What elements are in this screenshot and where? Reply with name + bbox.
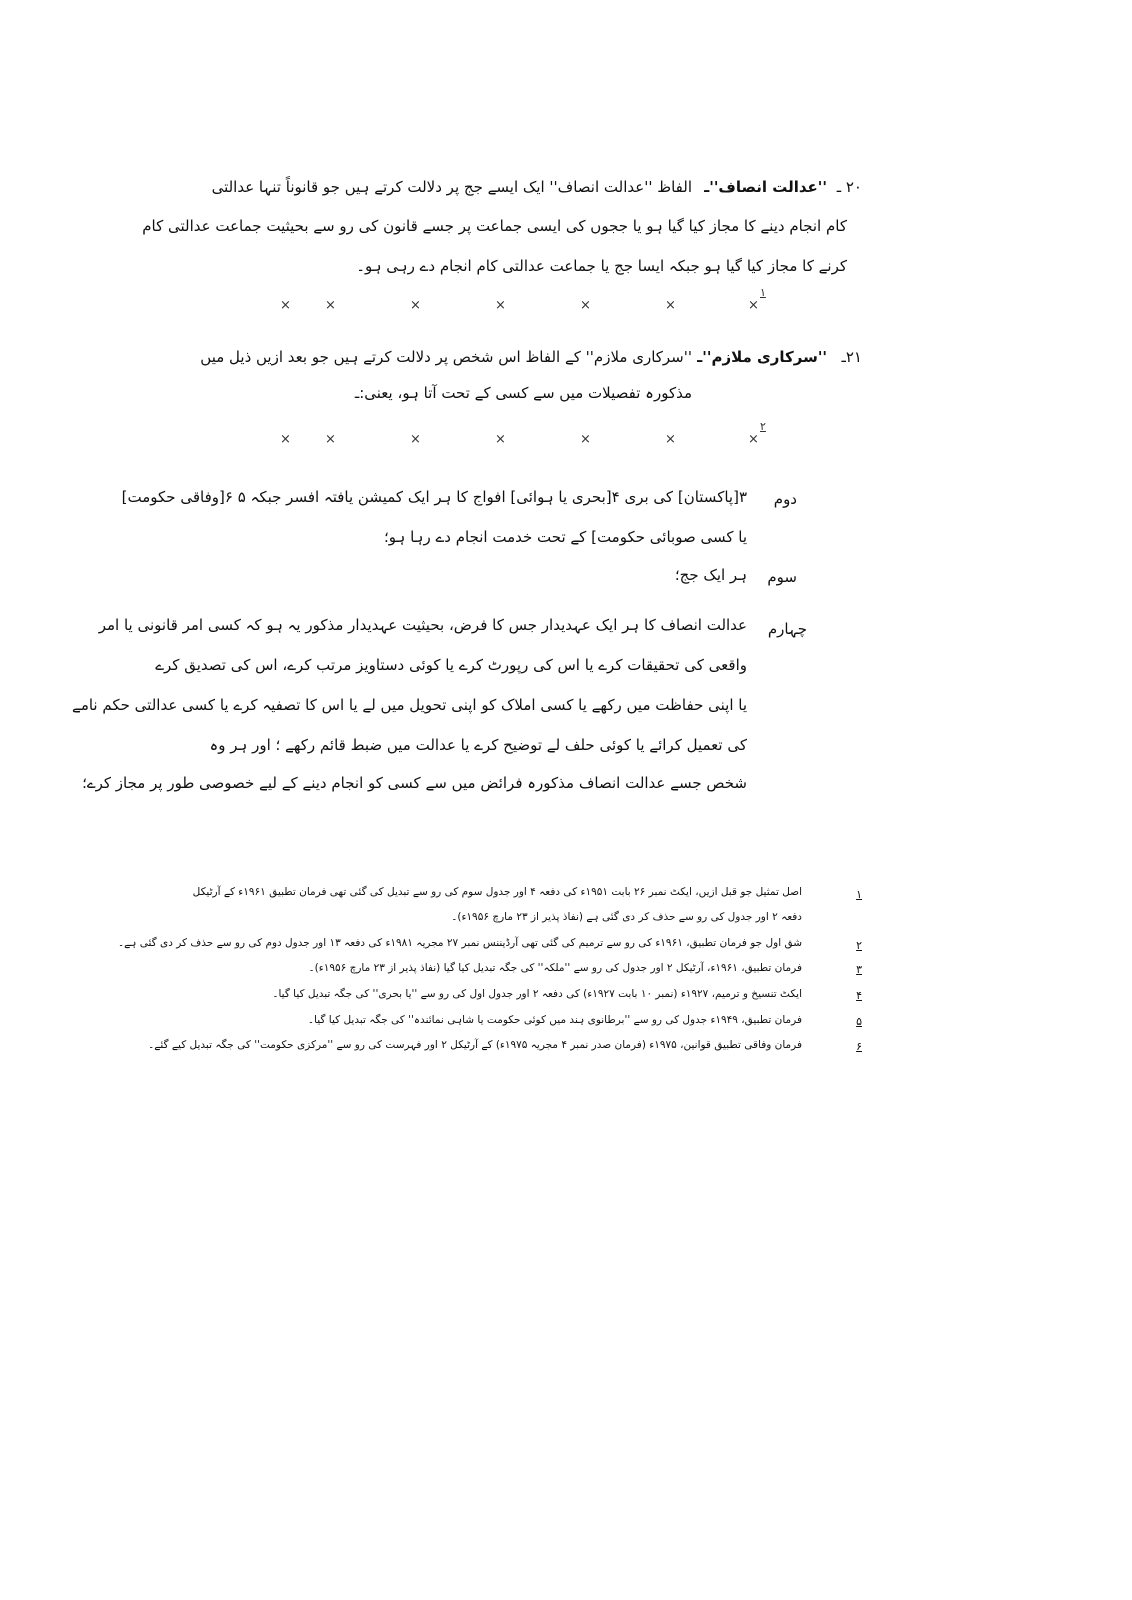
omission-mark: × (280, 298, 291, 313)
omission-mark: × (410, 298, 421, 313)
omission-mark: × (410, 432, 421, 447)
text-line: مذکورہ تفصیلات میں سے کسی کے تحت آتا ہو، یعنی:ـ (354, 384, 692, 402)
text-line: الفاظ ''عدالت انصاف'' ایک ایسے جج پر دلالت کرتے ہیں جو قانوناً تنہا عدالتی (211, 178, 692, 196)
omission-mark: × (495, 432, 506, 447)
footnote-mark: ۵ (856, 1015, 862, 1028)
text-line: کام انجام دینے کا مجاز کیا گیا ہو یا ججوں کی ایسی جماعت پر جسے قانون کی رو سے بحیثیت جماعت عدالتی کام (142, 217, 847, 235)
footnote-line: دفعہ ۲ اور جدول کی رو سے حذف کر دی گئی ہے (نفاذ پذیر از ۲۳ مارچ ۱۹۵۶ء)۔ (451, 911, 802, 923)
section-title: ''عدالت انصاف''ـ (704, 178, 827, 196)
item-label: دوم (773, 490, 797, 508)
footnote-line: فرمان وفاقی تطبیق قوانین، ۱۹۷۵ء (فرمان صدر نمبر ۴ مجریہ ۱۹۷۵ء) کے آرٹیکل ۲ اور فہرست کی رو سے ''مرکزی حکومت'' کی جگہ تبدیل کیے گئے۔ (148, 1039, 802, 1051)
footnote-line: ایکٹ تنسیخ و ترمیم، ۱۹۲۷ء (نمبر ۱۰ بابت ۱۹۲۷ء) کی دفعہ ۲ اور جدول اول کی رو سے ''یا بحری'' کی جگہ تبدیل کیا گیا۔ (272, 988, 802, 1000)
item-label: سوم (767, 568, 797, 586)
omission-mark: × (495, 298, 506, 313)
omission-mark: × (325, 298, 336, 313)
section-number: ۲۱ـ (841, 348, 862, 366)
omission-mark: × (325, 432, 336, 447)
text-line: شخص جسے عدالت انصاف مذکورہ فرائض میں سے کسی کو انجام دینے کے لیے خصوصی طور پر مجاز کرے؛ (82, 774, 747, 792)
text-line: عدالت انصاف کا ہر ایک عہدیدار جس کا فرض، بحیثیت عہدیدار مذکور یہ ہو کہ کسی امر قانونی یا امر (98, 616, 747, 634)
omission-mark: × (665, 432, 676, 447)
omission-mark: × (280, 432, 291, 447)
omission-mark: × (748, 432, 759, 447)
section-title: ''سرکاری ملازم''ـ (697, 348, 827, 366)
text-line: یا اپنی حفاظت میں رکھے یا کسی املاک کو اپنی تحویل میں لے یا اس کا تصفیہ کرے یا کسی عدالتی حکم نامے (72, 696, 747, 714)
omission-mark: × (580, 432, 591, 447)
text-line: ہر ایک جج؛ (674, 566, 747, 584)
footnote-line: فرمان تطبیق، ۱۹۶۱ء، آرٹیکل ۲ اور جدول کی رو سے ''ملکہ'' کی جگہ تبدیل کیا گیا (نفاذ پذیر از ۲۳ مارچ ۱۹۵۶ء)۔ (308, 962, 802, 974)
text-line: ۳[پاکستان] کی بری ۴[بحری یا ہوائی] افواج کا ہر ایک کمیشن یافتہ افسر جبکہ ۵ ۶[وفاقی حکومت] (121, 488, 747, 506)
footnote-ref[interactable]: ۲ (760, 420, 766, 433)
footnote-mark: ۳ (856, 963, 862, 976)
text-line: یا کسی صوبائی حکومت] کے تحت خدمت انجام دے رہا ہو؛ (384, 528, 747, 546)
text-line: ''سرکاری ملازم'' کے الفاظ اس شخص پر دلالت کرتے ہیں جو بعد ازیں ذیل میں (200, 348, 692, 366)
footnote-line: اصل تمثیل جو قبل ازیں، ایکٹ نمبر ۲۶ بابت ۱۹۵۱ء کی دفعہ ۴ اور جدول سوم کی رو سے تبدیل کی گئی تھی فرمان تطبیق ۱۹۶۱ء کے آرٹیکل (192, 886, 802, 898)
footnote-mark: ۴ (856, 989, 862, 1002)
omission-mark: × (665, 298, 676, 313)
section-number: ۲۰ ـ (836, 178, 862, 196)
text-line: کی تعمیل کرائے یا کوئی حلف لے توضیح کرے یا عدالت میں ضبط قائم رکھے ؛ اور ہر وہ (209, 736, 747, 754)
text-line: کرنے کا مجاز کیا گیا ہو جبکہ ایسا جج یا جماعت عدالتی کام انجام دے رہی ہو۔ (356, 257, 847, 275)
footnote-line: شق اول جو فرمان تطبیق، ۱۹۶۱ء کی رو سے ترمیم کی گئی تھی آرڈیننس نمبر ۲۷ مجریہ ۱۹۸۱ء کی دفعہ ۱۳ اور جدول دوم کی رو سے حذف کر دی گئی ہے۔ (117, 937, 802, 949)
text-line: واقعی کی تحقیقات کرے یا اس کی رپورٹ کرے یا کوئی دستاویز مرتب کرے، اس کی تصدیق کرے (155, 656, 747, 674)
footnote-line: فرمان تطبیق، ۱۹۴۹ء جدول کی رو سے ''برطانوی ہند میں کوئی حکومت یا شاہی نمائندہ'' کی جگہ تبدیل کیا گیا۔ (307, 1014, 802, 1026)
footnote-ref[interactable]: ۱ (760, 286, 766, 299)
item-label: چہارم (767, 620, 807, 638)
omission-row (270, 286, 830, 318)
omission-row (270, 420, 830, 452)
omission-mark: × (748, 298, 759, 313)
footnote-mark: ۶ (856, 1040, 862, 1053)
footnote-mark: ۲ (856, 939, 862, 952)
footnote-mark: ۱ (856, 888, 862, 901)
omission-mark: × (580, 298, 591, 313)
